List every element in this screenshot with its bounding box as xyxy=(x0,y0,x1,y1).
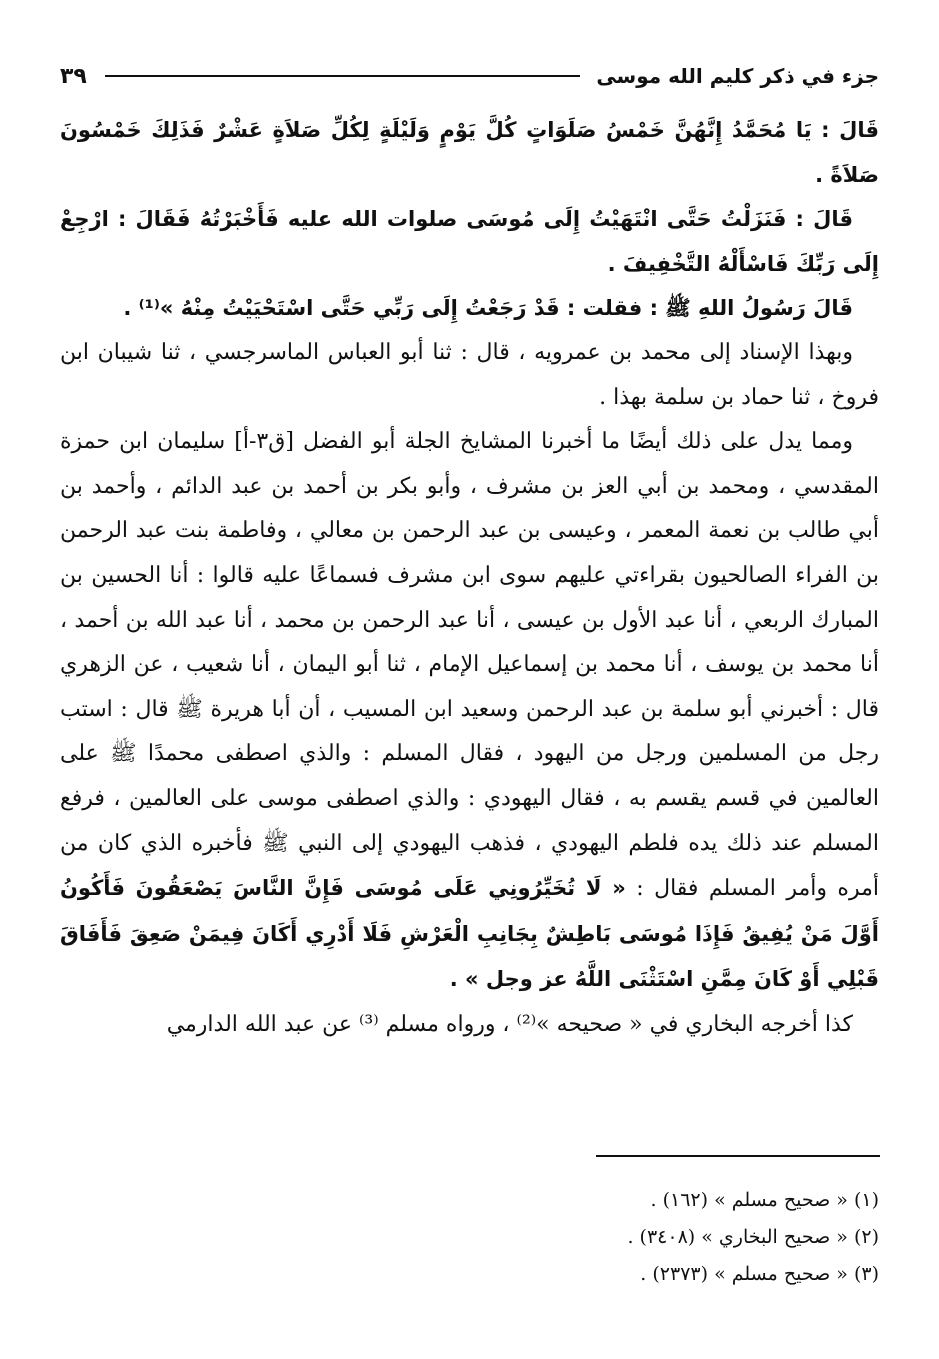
paragraph-5 xyxy=(60,420,879,1003)
paragraph-5-narration: ومما يدل على ذلك أيضًا ما أخبرنا المشايخ الجلة أبو الفضل [ق٣-أ] سليمان ابن حمزة المقدسي ، ومحمد بن أبي العز بن مشرف ، وأبو بكر بن أحمد بن عبد الدائم ، وأحمد بن أبي طالب بن نعمة المعمر ، وعيسى بن عبد الرحمن بن معالي ، وفاطمة بنت عبد الرحمن بن الفراء الصالحيون بقراءتي عليهم سوى ابن مشرف فسماعًا عليه قالوا : أنا الحسين بن المبارك الربعي ، أنا عبد الأول بن عيسى ، أنا عبد الرحمن بن محمد ، أنا عبد الله بن أحمد ، أنا محمد بن يوسف ، أنا محمد بن إسماعيل الإمام ، ثنا أبو اليمان ، أنا شعيب ، عن الزهري قال : أخبرني أبو سلمة بن عبد الرحمن وسعيد ابن المسيب ، أن أبا هريرة ﷺ قال : استب رجل من المسلمين ورجل من اليهود ، فقال المسلم : والذي اصطفى محمدًا ﷺ على العالمين في قسم يقسم به ، فقال اليهودي : والذي اصطفى موسى على العالمين ، فرفع المسلم عند ذلك يده فلطم اليهودي ، فذهب اليهودي إلى النبي ﷺ فأخبره الذي كان من أمره وأمر المسلم فقال : xyxy=(60,429,879,902)
paragraph-4: وبهذا الإسناد إلى محمد بن عمرويه ، قال : ثنا أبو العباس الماسرجسي ، ثنا شيبان ابن فروخ ، ثنا حماد بن سلمة بهذا . xyxy=(60,339,879,410)
running-title: جزء في ذكر كليم الله موسى xyxy=(596,64,879,88)
page-number: ٣٩ xyxy=(60,63,87,89)
paragraph-5-hadith: « لَا تُخَيِّرُونِي عَلَى مُوسَى فَإِنَّ النَّاسَ يَصْعَقُونَ فَأَكُونُ أَوَّلَ مَنْ يُفِيقُ فَإِذَا مُوسَى بَاطِشٌ بِجَانِبِ الْعَرْشِ فَلَا أَدْرِي أَكَانَ فِيمَنْ صَعِقَ فَأَفَاقَ قَبْلِي أَوْ كَانَ مِمَّنِ اسْتَثْنَى اللَّهُ عز وجل » . xyxy=(60,876,879,992)
footnote-separator xyxy=(596,1155,880,1157)
footnote-1: (١) « صحيح مسلم » (١٦٢) . xyxy=(650,1189,879,1211)
footnotes xyxy=(60,1182,879,1293)
page-header xyxy=(60,58,879,94)
footnote-2: (٢) « صحيح البخاري » (٣٤٠٨) . xyxy=(627,1226,879,1248)
paragraph-2: قَالَ : فَنَزَلْتُ حَتَّى انْتَهَيْتُ إِلَى مُوسَى صلوات الله عليه فَأَخْبَرْتُهُ فَقَالَ : ارْجِعْ إِلَى رَبِّكَ فَاسْأَلْهُ التَّخْفِيفَ . xyxy=(60,207,879,276)
footnote-3: (٣) « صحيح مسلم » (٢٣٧٣) . xyxy=(640,1263,879,1285)
paragraph-3: قَالَ رَسُولُ اللهِ ﷺ : فقلت : قَدْ رَجَعْتُ إِلَى رَبِّي حَتَّى اسْتَحْيَيْتُ مِنْهُ »⁽¹⁾ . xyxy=(123,296,853,321)
paragraph-1: قَالَ : يَا مُحَمَّدُ إِنَّهُنَّ خَمْسُ صَلَوَاتٍ كُلَّ يَوْمٍ وَلَيْلَةٍ لِكُلِّ صَلاَةٍ عَشْرٌ فَذَلِكَ خَمْسُونَ صَلاَةً . xyxy=(60,118,879,187)
paragraph-6: كذا أخرجه البخاري في « صحيحه »⁽²⁾ ، ورواه مسلم ⁽³⁾ عن عبد الله الدارمي xyxy=(166,1011,853,1037)
header-rule xyxy=(105,75,580,77)
main-text xyxy=(60,108,879,1047)
